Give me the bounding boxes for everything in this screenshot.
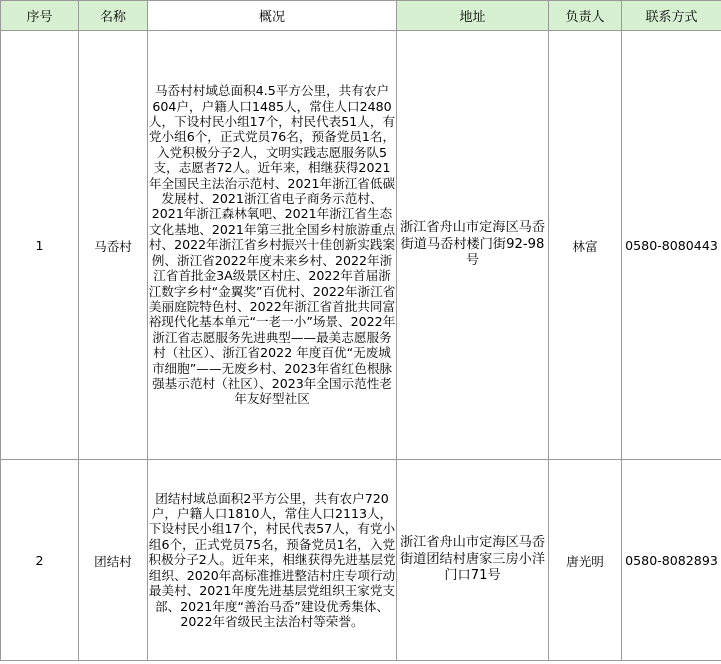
header-contact[interactable]: 联系方式	[622, 1, 721, 31]
address-text: 浙江省舟山市定海区马岙街道团结村唐家三房小洋门口71号	[399, 535, 546, 584]
cell-name[interactable]: 团结村	[79, 460, 148, 661]
header-name[interactable]: 名称	[79, 1, 148, 31]
cell-manager[interactable]: 林富	[549, 31, 622, 460]
address-text: 浙江省舟山市定海区马岙街道马岙村楼门街92-98号	[399, 220, 546, 269]
cell-contact[interactable]: 0580-8080443	[622, 31, 721, 460]
cell-overview[interactable]	[148, 460, 397, 661]
table-row	[1, 460, 721, 661]
overview-text: 团结村域总面积2平方公里，共有农户720户，户籍人口1810人，常住人口2113人，下设村民小组17个，村民代表57人，有党小组6个，正式党员75名，预备党员1名，入党积极分子2人。近年来，相继获得先进基层党组织、2020年高标准推进整洁村庄专项行动最美村、2021年度先进基层党组织王家党支部、2021年度“善治马岙”建设优秀集体、2022年省级民主法治村等荣誉。	[148, 490, 396, 629]
header-seq[interactable]: 序号	[1, 1, 79, 31]
cell-overview[interactable]	[148, 31, 397, 460]
cell-seq[interactable]: 1	[1, 31, 79, 460]
overview-text: 马岙村村域总面积4.5平方公里，共有农户604户，户籍人口1485人，常住人口2480人，下设村民小组17个，村民代表51人，有党小组6个，正式党员76名，预备党员1名，入党积极分子2人，文明实践志愿服务队5支，志愿者72人。近年来，相继获得2021年全国民主法治示范村、2021年浙江省低碳发展村、2021浙江省电子商务示范村、2021年浙江森林氧吧、2021年浙江省生态文化基地、2021年第三批全国乡村旅游重点村、2022年浙江省乡村振兴十佳创新实践案例、浙江省2022年度未来乡村、2022年浙江省首批金3A级景区村庄、2022年首届浙江数字乡村“金翼奖”百优村、2022年浙江省美丽庭院特色村、2022年浙江省首批共同富裕现代化基本单元“一老一小”场景、2022年浙江省志愿服务先进典型——最美志愿服务村（社区）、浙江省2022 年度百优“无废城市细胞”——无废乡村、2023年省红色根脉强基示范村（社区）、2023年全国示范性老年友好型社区	[148, 83, 396, 407]
table-row	[1, 31, 721, 460]
cell-address[interactable]	[397, 460, 549, 661]
header-manager[interactable]: 负责人	[549, 1, 622, 31]
header-overview[interactable]: 概况	[148, 1, 397, 31]
cell-address[interactable]	[397, 31, 549, 460]
cell-manager[interactable]: 唐光明	[549, 460, 622, 661]
cell-name[interactable]: 马岙村	[79, 31, 148, 460]
cell-seq[interactable]: 2	[1, 460, 79, 661]
header-address[interactable]: 地址	[397, 1, 549, 31]
cell-contact[interactable]: 0580-8082893	[622, 460, 721, 661]
header-row	[1, 1, 721, 31]
